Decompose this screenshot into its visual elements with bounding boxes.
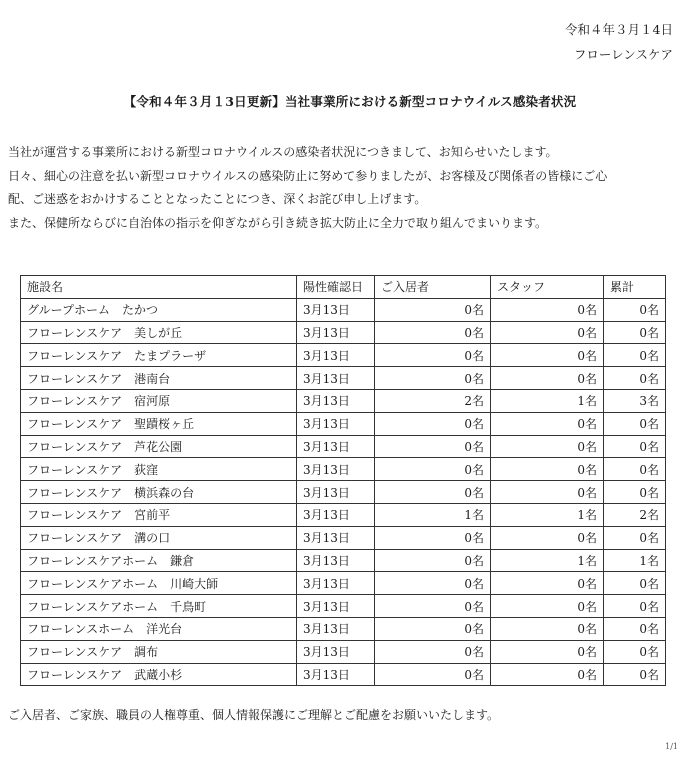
cell-total: 3名 — [604, 389, 666, 412]
cell-total: 0名 — [604, 640, 666, 663]
intro-line: 配、ご迷惑をおかけすることとなったことにつき、深くお詫び申し上げます。 — [8, 192, 427, 206]
cell-facility: フローレンスケア 美しが丘 — [21, 321, 297, 344]
cell-total: 0名 — [604, 298, 666, 321]
cell-total: 0名 — [604, 481, 666, 504]
cell-residents: 0名 — [375, 458, 491, 481]
cell-facility: フローレンスケア 港南台 — [21, 367, 297, 390]
cell-staff: 0名 — [491, 298, 604, 321]
cell-total: 0名 — [604, 526, 666, 549]
cell-residents: 0名 — [375, 595, 491, 618]
cell-facility: フローレンスケアホーム 川崎大師 — [21, 572, 297, 595]
cell-facility: フローレンスケア 宿河原 — [21, 389, 297, 412]
table-row — [21, 435, 666, 458]
cell-date: 3月13日 — [297, 481, 375, 504]
table-row — [21, 526, 666, 549]
header-total: 累計 — [604, 276, 666, 299]
cell-date: 3月13日 — [297, 663, 375, 686]
table-header-row — [21, 276, 666, 299]
table-row — [21, 298, 666, 321]
cell-total: 0名 — [604, 321, 666, 344]
header-facility: 施設名 — [21, 276, 297, 299]
cell-date: 3月13日 — [297, 412, 375, 435]
table-row — [21, 321, 666, 344]
cell-date: 3月13日 — [297, 640, 375, 663]
cell-staff: 0名 — [491, 435, 604, 458]
cell-date: 3月13日 — [297, 503, 375, 526]
cell-facility: フローレンスケア 芦花公園 — [21, 435, 297, 458]
cell-residents: 0名 — [375, 298, 491, 321]
cell-staff: 0名 — [491, 663, 604, 686]
cell-facility: フローレンスケア たまプラーザ — [21, 344, 297, 367]
cell-total: 1名 — [604, 549, 666, 572]
cell-residents: 0名 — [375, 412, 491, 435]
cell-date: 3月13日 — [297, 595, 375, 618]
intro-line: 日々、細心の注意を払い新型コロナウイルスの感染防止に努めて参りましたが、お客様及び関係者の皆様にご心 — [8, 168, 608, 183]
cell-residents: 2名 — [375, 389, 491, 412]
table-row — [21, 458, 666, 481]
cell-date: 3月13日 — [297, 389, 375, 412]
cell-total: 0名 — [604, 412, 666, 435]
table-row — [21, 595, 666, 618]
cell-date: 3月13日 — [297, 298, 375, 321]
cell-staff: 0名 — [491, 344, 604, 367]
table-row — [21, 663, 666, 686]
cell-facility: フローレンスケア 荻窪 — [21, 458, 297, 481]
cell-total: 0名 — [604, 435, 666, 458]
cell-staff: 0名 — [491, 412, 604, 435]
cell-date: 3月13日 — [297, 344, 375, 367]
cell-staff: 0名 — [491, 458, 604, 481]
cell-total: 2名 — [604, 503, 666, 526]
cell-staff: 0名 — [491, 321, 604, 344]
cell-residents: 0名 — [375, 526, 491, 549]
cell-facility: フローレンスケアホーム 千鳥町 — [21, 595, 297, 618]
cell-total: 0名 — [604, 344, 666, 367]
cell-staff: 0名 — [491, 481, 604, 504]
table-row — [21, 412, 666, 435]
table-row — [21, 481, 666, 504]
cell-total: 0名 — [604, 572, 666, 595]
cell-residents: 0名 — [375, 549, 491, 572]
header-date: 令和４年３月１4日 — [565, 22, 673, 37]
table-body — [21, 298, 666, 686]
table-row — [21, 549, 666, 572]
cell-residents: 0名 — [375, 321, 491, 344]
page-number: 1/1 — [665, 742, 678, 751]
intro-text — [8, 141, 693, 235]
cell-facility: フローレンスケア 溝の口 — [21, 526, 297, 549]
cell-total: 0名 — [604, 458, 666, 481]
cell-facility: フローレンスケア 聖蹟桜ヶ丘 — [21, 412, 297, 435]
cell-residents: 0名 — [375, 617, 491, 640]
cell-staff: 0名 — [491, 617, 604, 640]
cell-staff: 1名 — [491, 503, 604, 526]
infection-status-table — [20, 275, 666, 686]
cell-total: 0名 — [604, 663, 666, 686]
cell-facility: フローレンスホーム 洋光台 — [21, 617, 297, 640]
cell-date: 3月13日 — [297, 526, 375, 549]
cell-residents: 0名 — [375, 367, 491, 390]
cell-date: 3月13日 — [297, 572, 375, 595]
table-row — [21, 640, 666, 663]
cell-date: 3月13日 — [297, 367, 375, 390]
table-row — [21, 617, 666, 640]
cell-staff: 0名 — [491, 367, 604, 390]
header-residents: ご入居者 — [375, 276, 491, 299]
cell-facility: フローレンスケアホーム 鎌倉 — [21, 549, 297, 572]
cell-staff: 0名 — [491, 595, 604, 618]
table-row — [21, 344, 666, 367]
intro-line: また、保健所ならびに自治体の指示を仰ぎながら引き続き拡大防止に全力で取り組んでまいります。 — [8, 215, 548, 230]
cell-residents: 0名 — [375, 481, 491, 504]
table-row — [21, 503, 666, 526]
cell-residents: 0名 — [375, 572, 491, 595]
cell-residents: 0名 — [375, 640, 491, 663]
intro-line: 当社が運営する事業所における新型コロナウイルスの感染者状況につきまして、お知らせいたします。 — [8, 145, 558, 159]
cell-residents: 0名 — [375, 344, 491, 367]
cell-staff: 0名 — [491, 640, 604, 663]
cell-facility: フローレンスケア 武蔵小杉 — [21, 663, 297, 686]
cell-facility: フローレンスケア 宮前平 — [21, 503, 297, 526]
cell-date: 3月13日 — [297, 458, 375, 481]
cell-staff: 1名 — [491, 549, 604, 572]
cell-facility: グループホーム たかつ — [21, 298, 297, 321]
cell-date: 3月13日 — [297, 549, 375, 572]
cell-date: 3月13日 — [297, 321, 375, 344]
cell-residents: 0名 — [375, 663, 491, 686]
cell-residents: 1名 — [375, 503, 491, 526]
cell-staff: 0名 — [491, 572, 604, 595]
cell-total: 0名 — [604, 595, 666, 618]
document-title: 【令和４年３月１3日更新】当社事業所における新型コロナウイルス感染者状況 — [123, 94, 577, 109]
cell-date: 3月13日 — [297, 617, 375, 640]
table-row — [21, 572, 666, 595]
table-row — [21, 389, 666, 412]
cell-facility: フローレンスケア 横浜森の台 — [21, 481, 297, 504]
header-date: 陽性確認日 — [297, 276, 375, 299]
cell-residents: 0名 — [375, 435, 491, 458]
footer-note: ご入居者、ご家族、職員の人権尊重、個人情報保護にご理解とご配慮をお願いいたします。 — [8, 708, 500, 722]
cell-date: 3月13日 — [297, 435, 375, 458]
cell-facility: フローレンスケア 調布 — [21, 640, 297, 663]
cell-staff: 0名 — [491, 526, 604, 549]
header-organization: フローレンスケア — [573, 47, 673, 62]
cell-staff: 1名 — [491, 389, 604, 412]
header-staff: スタッフ — [491, 276, 604, 299]
cell-total: 0名 — [604, 367, 666, 390]
cell-total: 0名 — [604, 617, 666, 640]
table-row — [21, 367, 666, 390]
